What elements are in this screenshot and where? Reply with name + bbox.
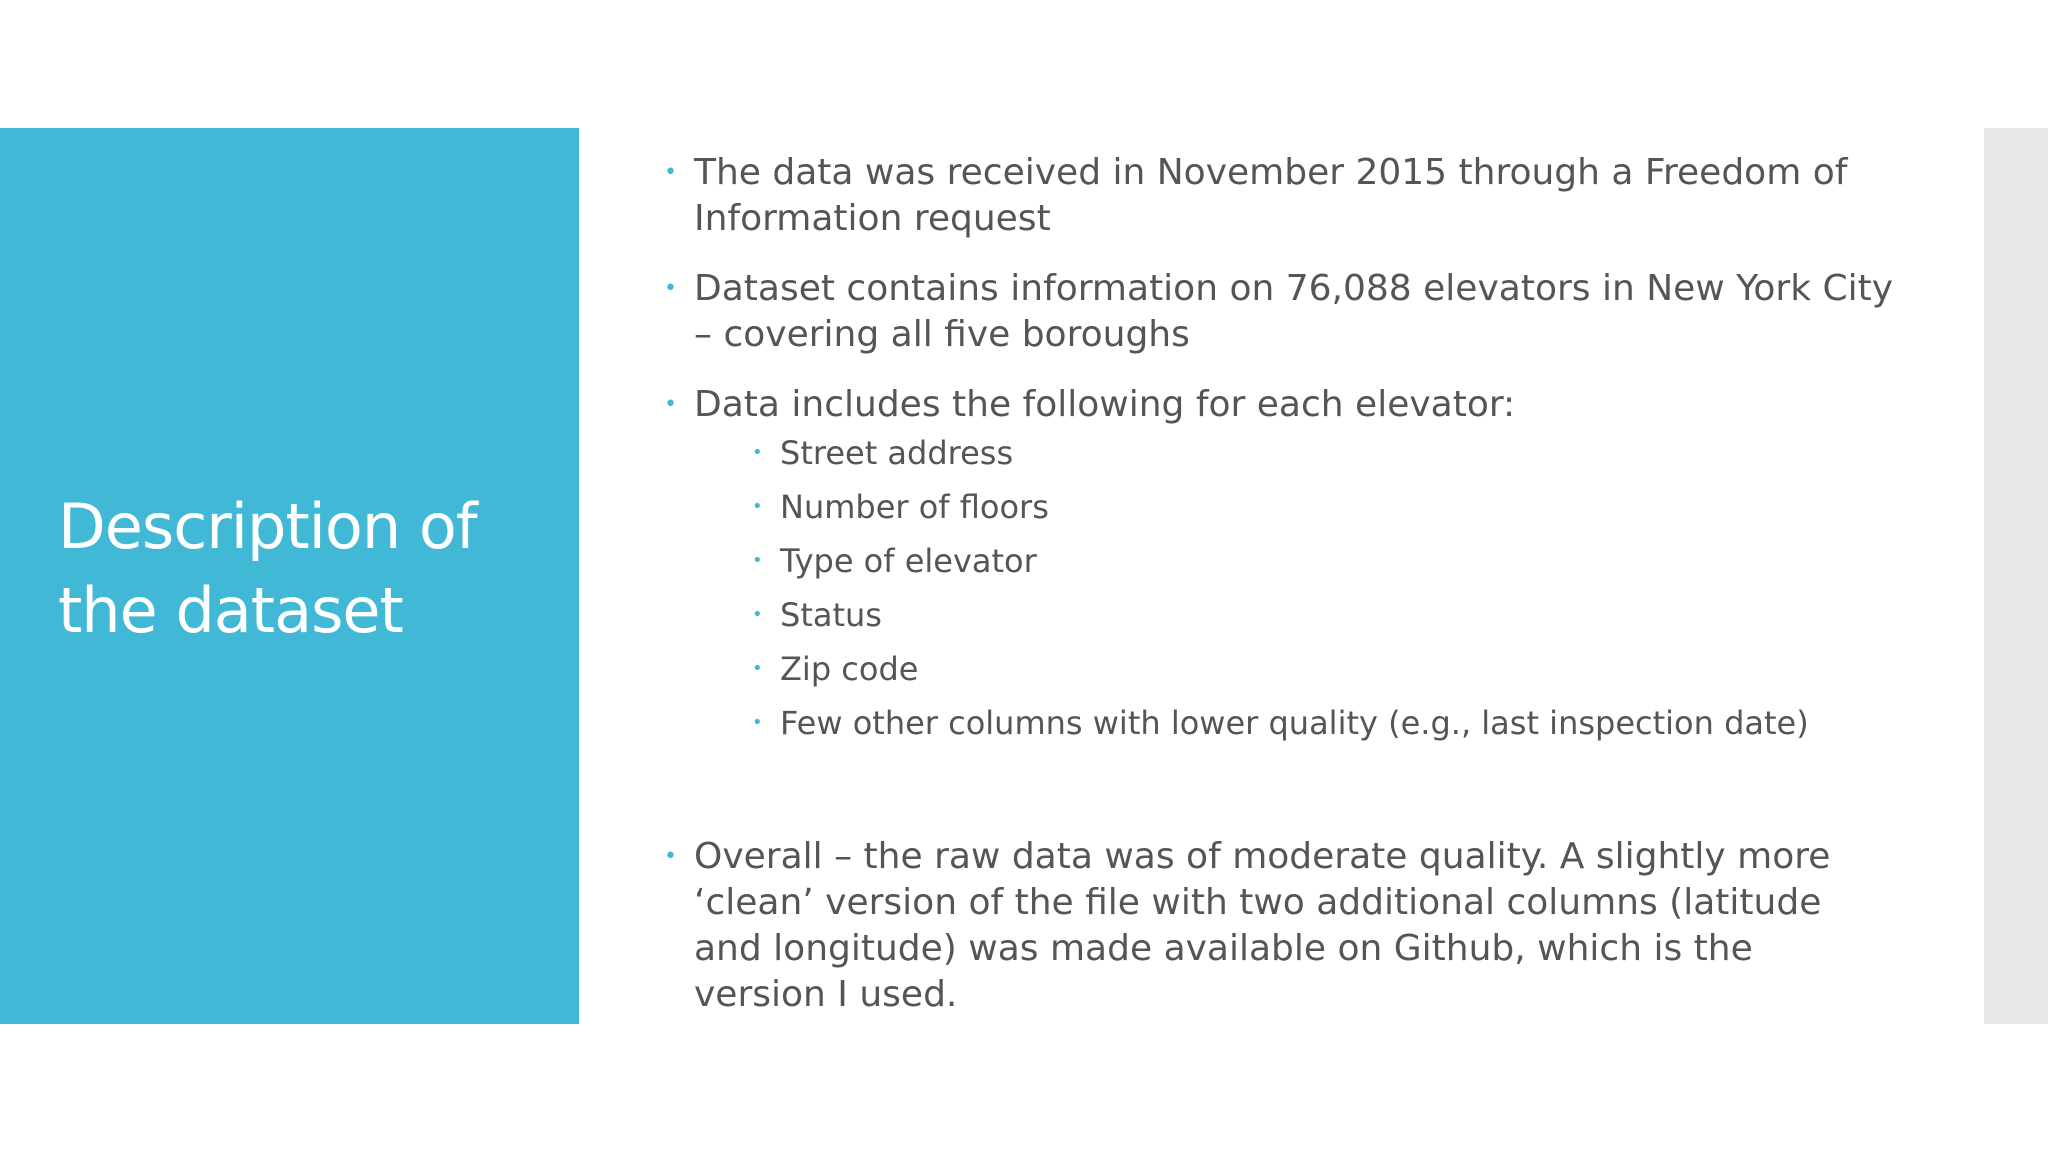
bullet-item-final — [664, 834, 1894, 1018]
spacer — [664, 756, 1894, 834]
sub-bullet-dot-icon: • — [752, 550, 763, 571]
sub-bullet-text: Type of elevator — [780, 542, 1037, 580]
bullet-text: Overall – the raw data was of moderate quality. A slightly more ‘clean’ version of the file with two additional columns (latitude and longitude) was made available on Github, which is the version I used. — [694, 836, 1831, 1015]
sub-bullet-text: Few other columns with lower quality (e.g., last inspection date) — [780, 704, 1809, 742]
bullet-text: The data was received in November 2015 through a Freedom of Information request — [694, 152, 1848, 239]
sub-bullet-dot-icon: • — [752, 496, 763, 517]
bullet-item — [664, 266, 1894, 358]
sub-bullet-item — [752, 432, 1894, 474]
bullet-text: Dataset contains information on 76,088 elevators in New York City – covering all five boroughs — [694, 268, 1894, 355]
content-area — [664, 150, 1894, 1042]
bullet-dot-icon: • — [664, 392, 677, 417]
sub-bullet-dot-icon: • — [752, 604, 763, 625]
bullet-item — [664, 382, 1894, 428]
bullet-dot-icon: • — [664, 160, 677, 185]
bullet-dot-icon: • — [664, 844, 677, 869]
bullet-dot-icon: • — [664, 276, 677, 301]
sub-bullet-text: Number of floors — [780, 488, 1049, 526]
slide-title: Description of the dataset — [58, 490, 477, 647]
sub-bullet-text: Street address — [780, 434, 1014, 472]
sub-bullet-item — [752, 594, 1894, 636]
sub-bullet-item — [752, 648, 1894, 690]
bullet-item — [664, 150, 1894, 242]
sub-bullet-dot-icon: • — [752, 442, 763, 463]
sub-bullet-dot-icon: • — [752, 658, 763, 679]
sub-bullet-text: Zip code — [780, 650, 919, 688]
sub-bullet-item — [752, 702, 1894, 744]
bullet-text: Data includes the following for each elevator: — [694, 384, 1516, 425]
right-accent-bar — [1984, 128, 2048, 1024]
sub-bullet-dot-icon: • — [752, 712, 763, 733]
sub-bullet-list — [664, 432, 1894, 744]
sub-bullet-text: Status — [780, 596, 882, 634]
sub-bullet-item — [752, 486, 1894, 528]
sub-bullet-item — [752, 540, 1894, 582]
